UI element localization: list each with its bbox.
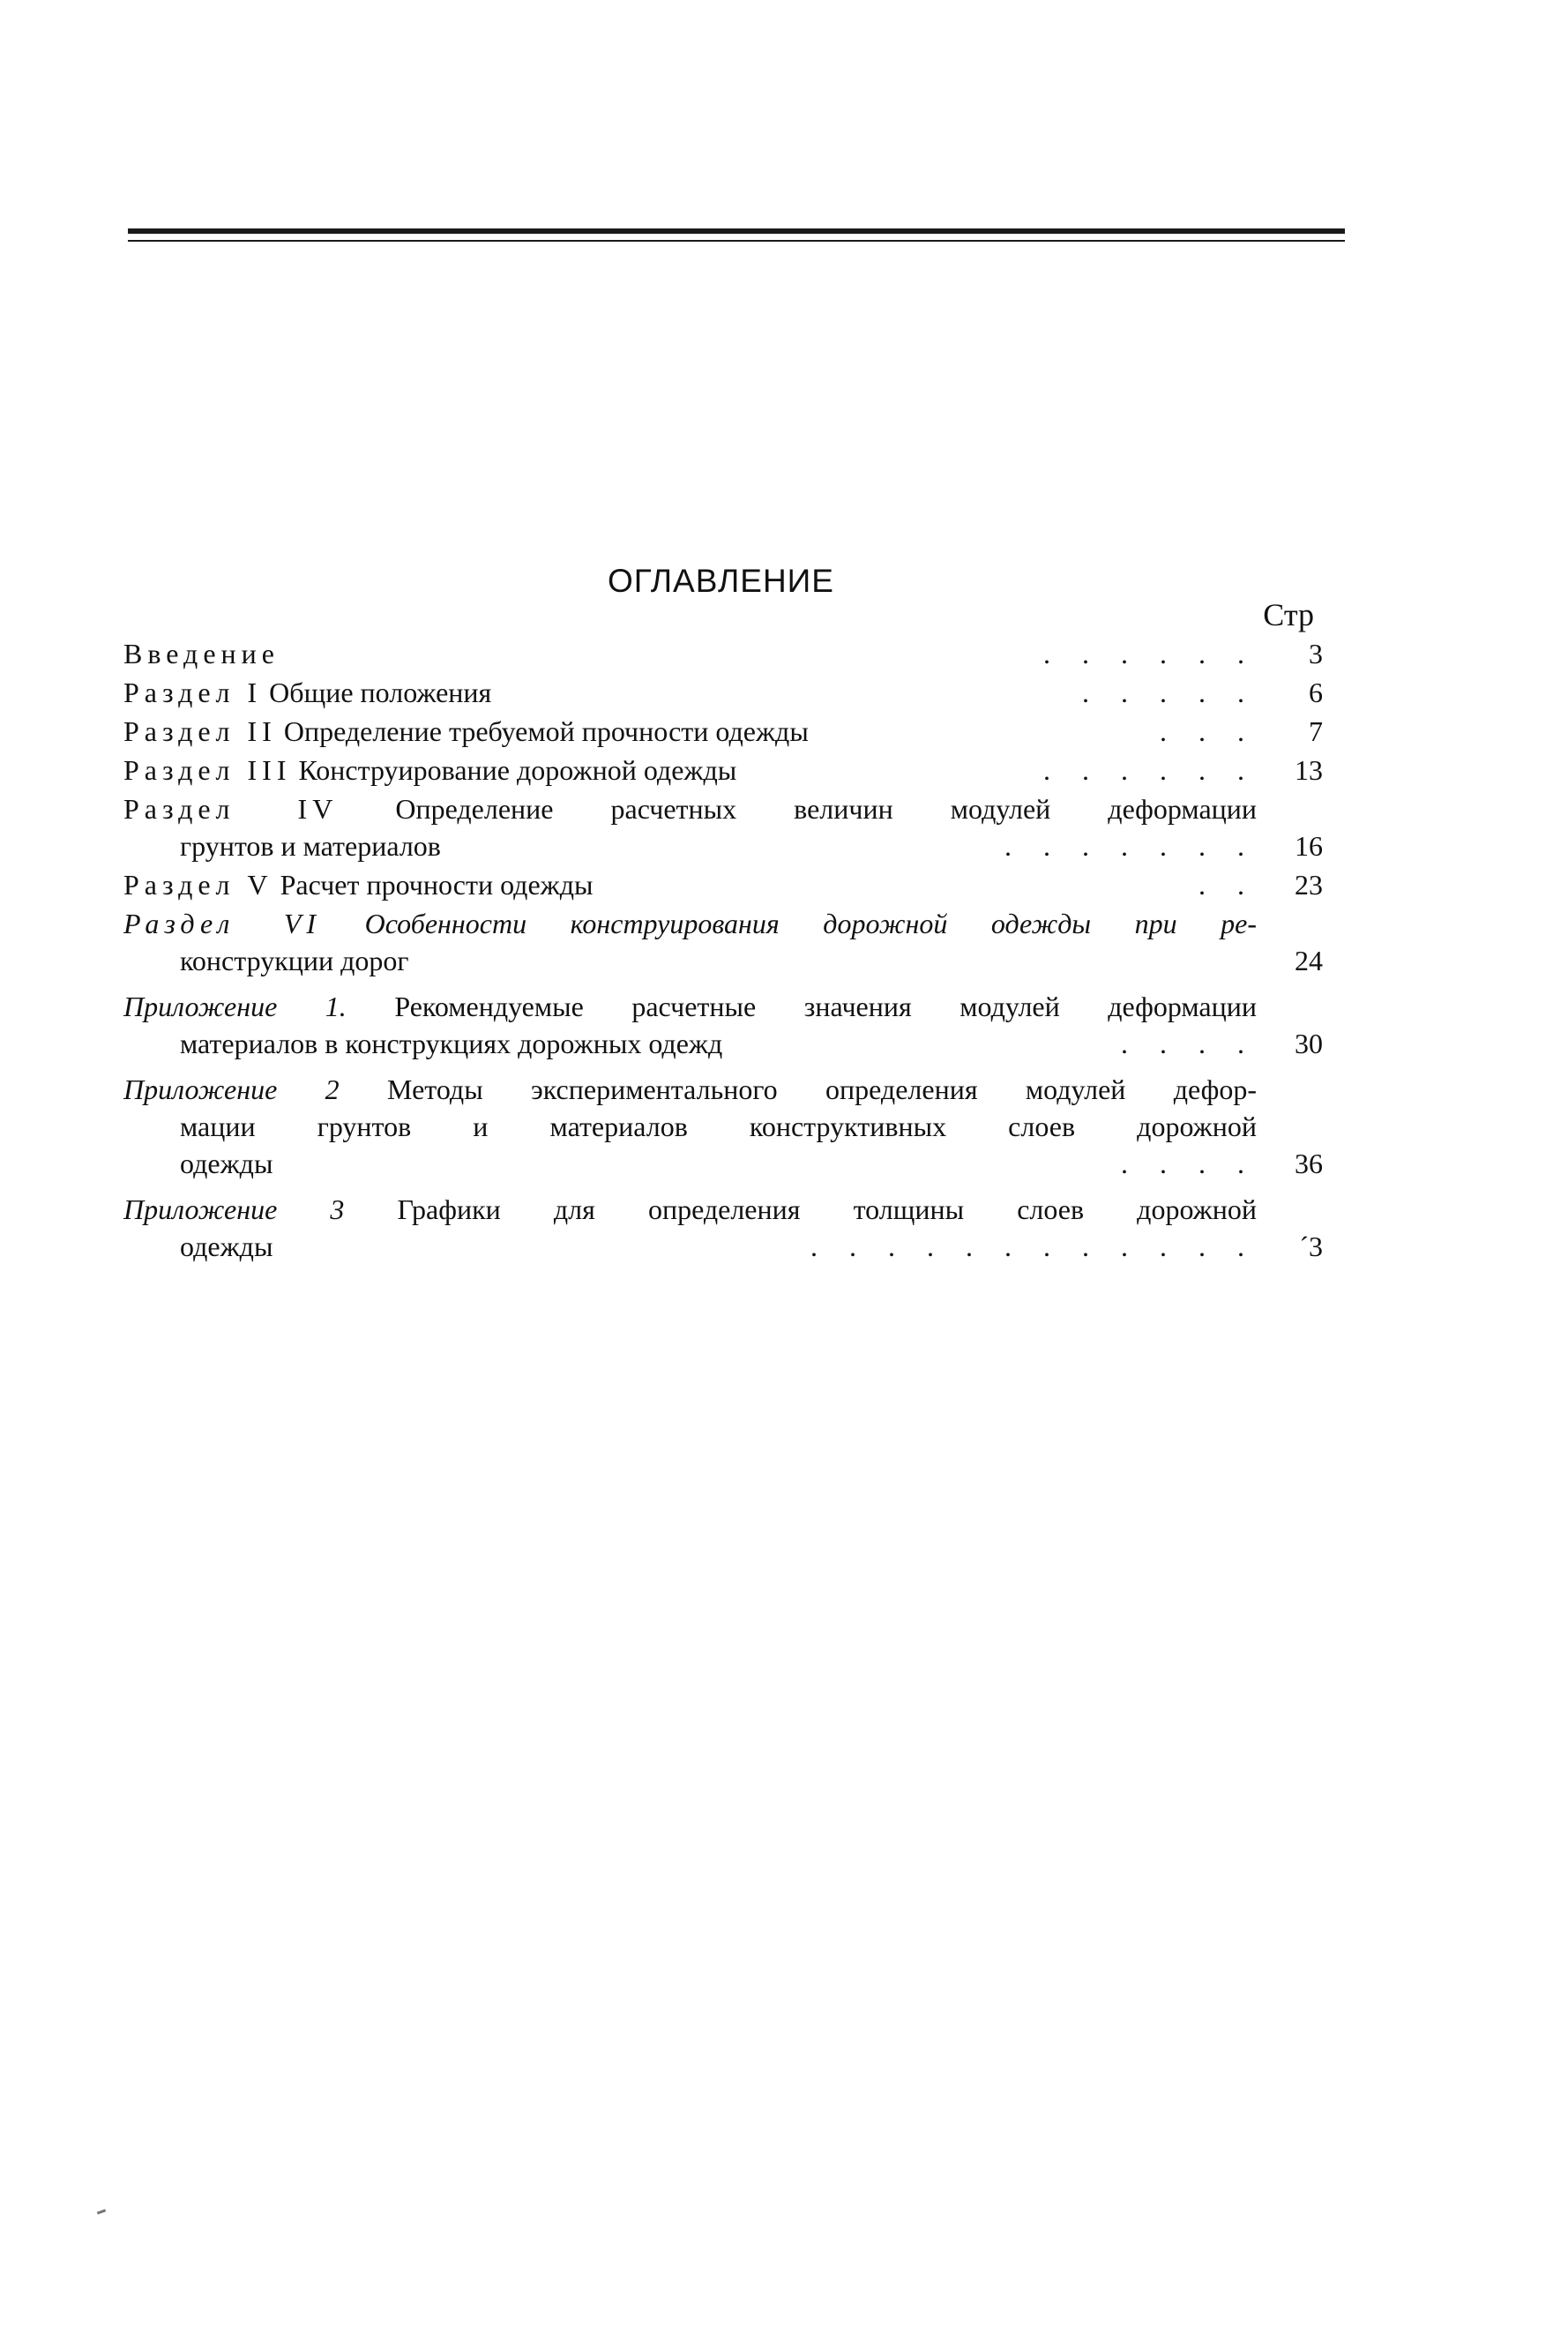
dot-leader: . . . (1160, 715, 1257, 747)
toc-entry-label: Раздел I (123, 677, 263, 708)
toc-entry-title: Определение расчетных величин модулей деформации (395, 793, 1258, 825)
toc-entry-page: 16 (1295, 830, 1323, 862)
toc-entry-continuation: конструкции дорог (180, 945, 409, 976)
toc-entry-section-4[interactable] (123, 790, 1323, 864)
dot-leader: . . . . (1121, 1028, 1257, 1059)
toc-entry-section-5[interactable] (123, 866, 1323, 903)
toc-entry-label: Приложение 1. (123, 991, 347, 1022)
toc-title: ОГЛАВЛЕНИЕ (608, 563, 834, 599)
toc-entry-section-6[interactable] (123, 905, 1323, 979)
toc-entry-appendix-2[interactable] (123, 1071, 1323, 1182)
toc-entry-label: Приложение 3 (123, 1193, 345, 1225)
dot-leader: . . . . . . (1043, 754, 1257, 786)
toc-entry-title: Общие положения (269, 677, 492, 708)
toc-entry-label: Раздел IV (123, 793, 339, 825)
toc-entry-label: Приложение 2 (123, 1073, 340, 1105)
toc-entry-label: Введение (123, 638, 280, 669)
toc-entry-section-2[interactable] (123, 713, 1323, 750)
toc-entry-page: 30 (1295, 1028, 1323, 1059)
toc-entry-label: Раздел II (123, 715, 277, 747)
toc-entry-section-1[interactable] (123, 674, 1323, 711)
toc-entry-page: 36 (1295, 1148, 1323, 1179)
toc-entry-section-3[interactable] (123, 752, 1323, 789)
toc-entry-page: ´3 (1299, 1230, 1323, 1262)
toc-entry-title: Рекомендуемые расчетные значения модулей деформации (394, 991, 1258, 1022)
toc-entry-label: Раздел III (123, 754, 292, 786)
dot-leader: . . . . . . . (1004, 830, 1257, 862)
header-rule-thick (128, 228, 1345, 234)
toc-entry-page: 24 (1295, 945, 1323, 976)
toc-entry-page: 3 (1309, 638, 1323, 669)
toc-entry-introduction[interactable] (123, 635, 1323, 672)
toc-entry-title: Расчет прочности одежды (280, 869, 594, 901)
dot-leader: . . (1198, 869, 1257, 901)
toc-entry-appendix-1[interactable] (123, 988, 1323, 1062)
toc-entry-title: Определение требуемой прочности одежды (283, 715, 809, 747)
toc-entry-continuation: одежды (180, 1148, 273, 1179)
dot-leader: . . . . (1121, 1148, 1257, 1179)
toc-entry-continuation: мации грунтов и материалов конструктивных слоев дорожной (180, 1111, 1257, 1142)
toc-entry-continuation: грунтов и материалов (180, 830, 441, 862)
scan-speck (97, 2209, 106, 2214)
toc-entry-title: Особенности конструирования дорожной одежды при ре- (364, 908, 1258, 939)
toc-entry-continuation: одежды (180, 1230, 273, 1262)
toc-entry-continuation: материалов в конструкциях дорожных одежд (180, 1028, 723, 1059)
toc-entry-page: 6 (1309, 677, 1323, 708)
toc-entry-page: 7 (1309, 715, 1323, 747)
toc-entry-page: 23 (1295, 869, 1323, 901)
toc-entry-title: Методы экспериментального определения модулей дефор- (387, 1073, 1258, 1105)
header-rule-thin (128, 240, 1345, 242)
toc-entry-label: Раздел V (123, 869, 273, 901)
toc-entry-label: Раздел VI (123, 908, 322, 939)
table-of-contents (123, 635, 1323, 1267)
toc-entry-appendix-3[interactable] (123, 1191, 1323, 1265)
toc-entry-title: Графики для определения толщины слоев дорожной (397, 1193, 1258, 1225)
toc-entry-title: Конструирование дорожной одежды (298, 754, 737, 786)
dot-leader: . . . . . . . . . . . . (810, 1230, 1257, 1262)
dot-leader: . . . . . (1082, 677, 1257, 708)
dot-leader: . . . . . . (1043, 638, 1257, 669)
page-column-header: Стр (1263, 597, 1314, 632)
toc-entry-page: 13 (1295, 754, 1323, 786)
